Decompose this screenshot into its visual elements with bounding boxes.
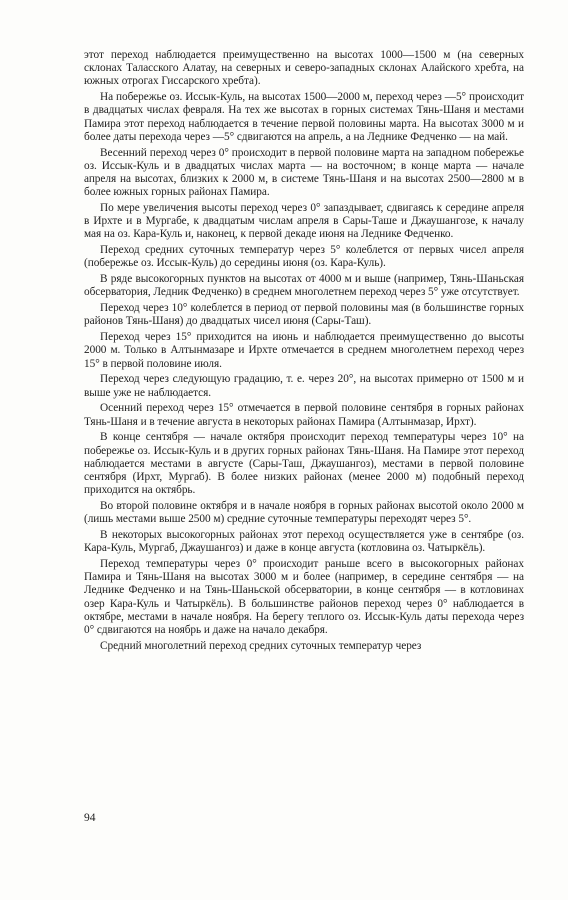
paragraph-autumn-5: Во второй половине октября и в начале ноября в горных районах высотой около 2000 м (лишь местами выше 2500 м) средние суточные температуры переходят через 5°. (84, 500, 524, 526)
page-number: 94 (84, 812, 96, 824)
paragraph-continuation: этот переход наблюдается преимущественно на высотах 1000—1500 м (на северных склонах Таласского Алатау, на северных и северо-западных склонах Алайского хребта, на южных отрогах Гиссарского хребта). (84, 49, 524, 88)
paragraph-final-fragment: Средний многолетний переход средних суточных температур через (100, 639, 422, 652)
paragraph-autumn-15: Осенний переход через 15° отмечается в первой половине сентября в горных районах Тянь-Шаня и в течение августа в некоторых районах Памира (Алтынмазар, Ирхт). (84, 402, 524, 428)
paragraph-autumn-10: В конце сентября — начале октября происходит переход температуры через 10° на побережье оз. Иссык-Куль и в других горных районах Тянь-Шаня. На Памире этот переход наблюдается местами в августе (Сары-Таш, Джаушангоз), местами в первой половине сентября (Ирхт, Мургаб). В более низких районах (менее 2000 м) подобный переход приходится на октябрь. (84, 431, 524, 497)
paragraph-transition-10: Переход через 10° колеблется в период от первой половины мая (в большинстве горных районов Тянь-Шаня) до двадцатых чисел июня (Сары-Таш). (84, 302, 524, 328)
paragraph-high-altitude-autumn: В некоторых высокогорных районах этот переход осуществляется уже в сентябре (оз. Кара-Куль, Мургаб, Джаушангоз) и даже в конце августа (котловина оз. Чатыркёль). (84, 529, 524, 555)
paragraph-altitude-delay: По мере увеличения высоты переход через 0° запаздывает, сдвигаясь к середине апреля в Ирхте и в Мургабе, к двадцатым числам апреля в Сары-Таше и Джаушангозе, к началу мая на оз. Кара-Куль и, наконец, к первой декаде июня на Леднике Федченко. (84, 202, 524, 241)
paragraph-autumn-zero: Переход температуры через 0° происходит раньше всего в высокогорных районах Памира и Тянь-Шаня на высотах 3000 м и более (например, в середине сентября — на Леднике Федченко и на Тянь-Шаньской обсерватории, в конце сентября — в котловинах озер Кара-Куль и Чатыркёль). В большинстве районов переход через 0° наблюдается в октябре, местами в начале ноября. На берегу теплого оз. Иссык-Куль даты перехода через 0° сдвигаются на ноябрь и даже на начало декабря. (84, 558, 524, 637)
paragraph-transition-15: Переход через 15° приходится на июнь и наблюдается преимущественно до высоты 2000 м. Только в Алтынмазаре и Ирхте отмечается в среднем многолетнем переход через 15° в первой половине июля. (84, 331, 524, 370)
paragraph-issyk-kul-minus5: На побережье оз. Иссык-Куль, на высотах 1500—2000 м, переход через —5° происходит в двадцатых числах февраля. На тех же высотах в горных системах Тянь-Шаня и местами Памира этот переход наблюдается в течение первой половины марта. На высотах 3000 м и более даты перехода через —5° сдвигаются на апрель, а на Леднике Федченко — на май. (84, 91, 524, 143)
paragraph-transition-5: Переход средних суточных температур через 5° колеблется от первых чисел апреля (побережье оз. Иссык-Куль) до середины июня (оз. Кара-Куль). (84, 244, 524, 270)
body-text (84, 49, 524, 653)
paragraph-transition-20: Переход через следующую градацию, т. е. через 20°, на высотах примерно от 1500 м и выше уже не наблюдается. (84, 373, 524, 399)
paragraph-spring-zero: Весенний переход через 0° происходит в первой половине марта на западном побережье оз. Иссык-Куль и в двадцатых числах марта — на восточном; в конце марта — начале апреля на высотах, близких к 2000 м, в системе Тянь-Шаня и на высотах 2500—2800 м в более южных горных районах Памира. (84, 146, 524, 199)
paragraph-high-altitude-5: В ряде высокогорных пунктов на высотах от 4000 м и выше (например, Тянь-Шаньская обсерватория, Ледник Федченко) в среднем многолетнем переход через 5° уже отсутствует. (84, 273, 524, 299)
